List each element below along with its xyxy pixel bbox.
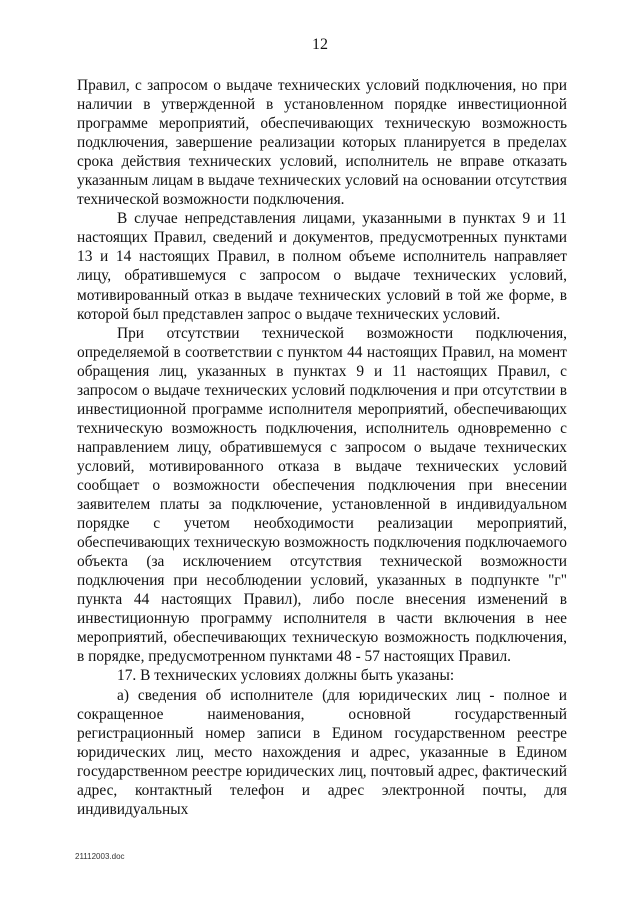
paragraph-item-17: 17. В технических условиях должны быть указаны: [117,667,455,685]
paragraph-refusal: В случае непредставления лицами, указанными в пунктах 9 и 11 настоящих Правил, сведений и документов, предусмотренных пунктами 13 и 14 настоящих Правил, в полном объеме исполнитель направляет лицу, обратившемуся с запросом о выдаче технических условий, мотивированный отказ в выдаче технических условий в той же форме, в которой был представлен запрос о выдаче технических условий. [77,210,567,323]
paragraph-subitem-a: а) сведения об исполнителе (для юридических лиц - полное и сокращенное наименования, основной государственный регистрационный номер записи в Едином государственном реестре юридических лиц, место нахождения и адрес, указанные в Едином государственном реестре юридических лиц, почтовый адрес, фактический адрес, контактный телефон и адрес электронной почты, для индивидуальных [77,686,567,818]
paragraph-no-capacity: При отсутствии технической возможности подключения, определяемой в соответствии с пунктом 44 настоящих Правил, на момент обращения лиц, указанных в пунктах 9 и 11 настоящих Правил, с запросом о выдаче технических условий подключения и при отсутствии в инвестиционной программе исполнителя мероприятий, обеспечивающих техническую возможность подключения, исполнитель одновременно с направлением лицу, обратившемуся с запросом о выдаче технических условий, мотивированного отказа в выдаче технических условий сообщает о возможности обеспечения подключения при внесении заявителем платы за подключение, установленной в индивидуальном порядке с учетом необходимости реализации мероприятий, обеспечивающих техническую возможность подключения подключаемого объекта (за исключением отсутствия технической возможности подключения при несоблюдении условий, указанных в подпункте "г" пункта 44 настоящих Правил), либо после внесения изменений в инвестиционную программу исполнителя в части включения в нее мероприятий, обеспечивающих техническую возможность подключения, в порядке, предусмотренном пунктами 48 - 57 настоящих Правил. [77,324,567,666]
page-number: 12 [312,36,328,53]
paragraph-continuation: Правил, с запросом о выдаче технических условий подключения, но при наличии в утвержденной в установленном порядке инвестиционной программе мероприятий, обеспечивающих техническую возможность подключения, завершение реализации которых планируется в пределах срока действия технических условий, исполнитель не вправе отказать указанным лицам в выдаче технических условий на основании отсутствия технической возможности подключения. [77,77,567,209]
file-name-footer: 21112003.doc [75,852,125,861]
page-content [77,76,567,819]
